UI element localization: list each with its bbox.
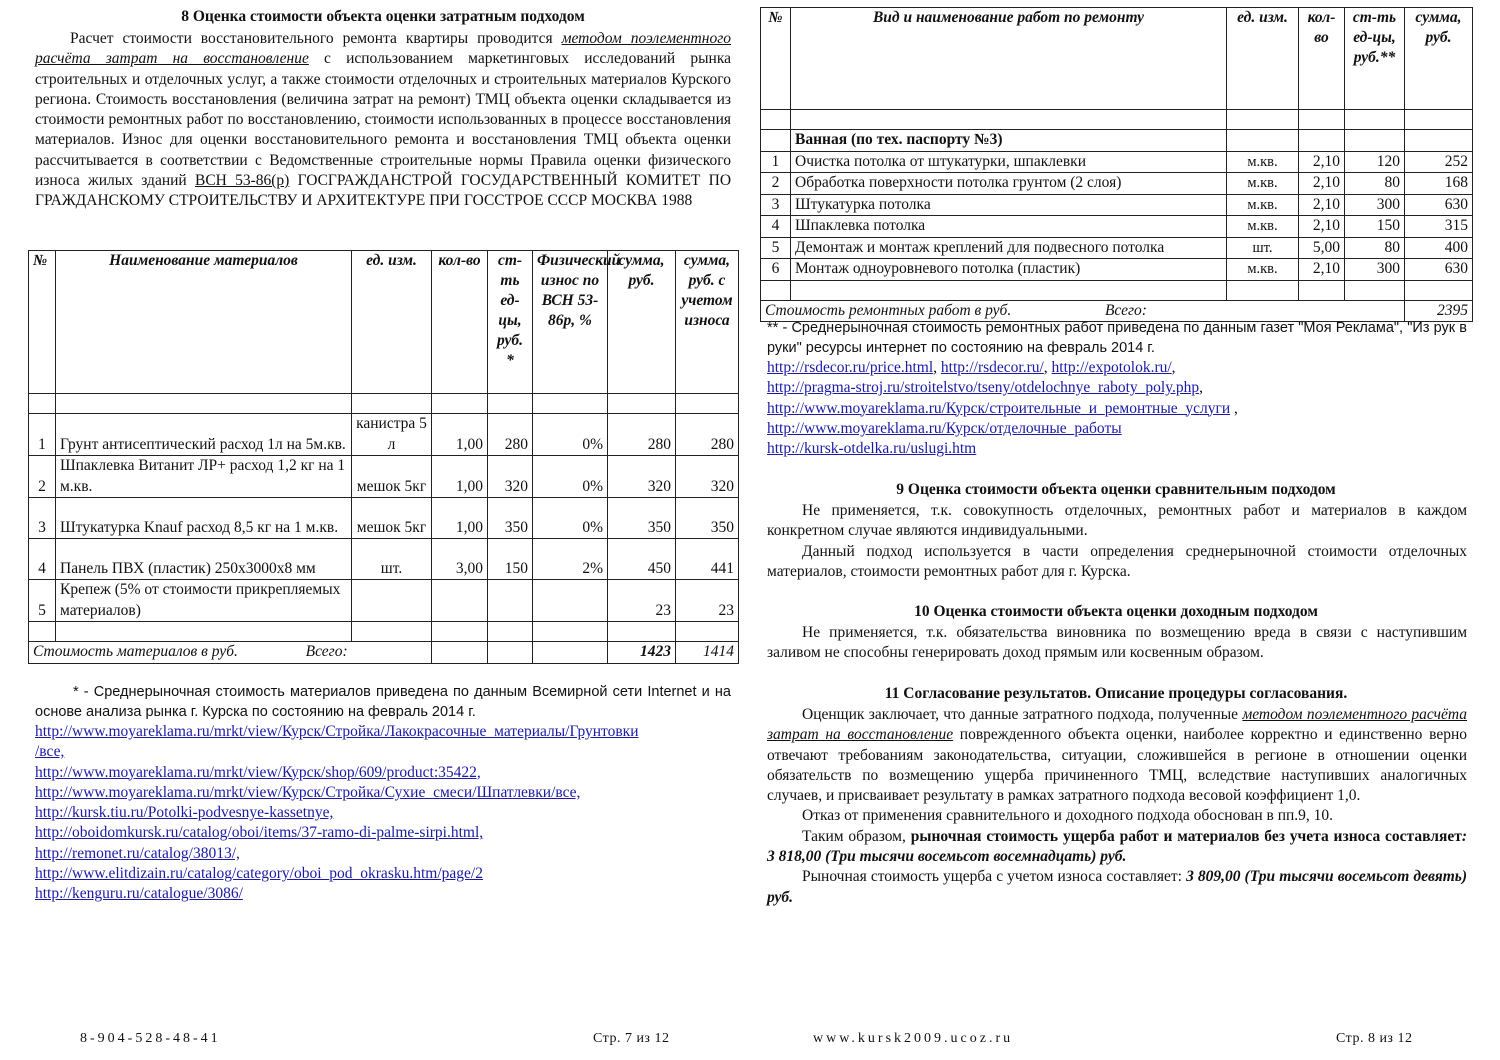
work-qty: 2,10: [1299, 151, 1345, 173]
material-sum-wear: 23: [676, 580, 739, 622]
section-11-heading: 11 Согласование результатов. Описание процедуры согласования.: [884, 685, 1348, 702]
table-row: [29, 539, 739, 580]
value-without-wear: : 3 818,00 (Три тысячи восемьсот восемнадцать) руб.: [767, 827, 1467, 866]
work-unit: м.кв.: [1227, 216, 1299, 238]
work-sum: 168: [1405, 173, 1473, 195]
table-total-row: [29, 642, 739, 664]
work-qty: 2,10: [1299, 216, 1345, 238]
row-number: 5: [761, 237, 791, 259]
work-qty: 2,10: [1299, 173, 1345, 195]
work-price: 80: [1345, 237, 1405, 259]
work-unit: м.кв.: [1227, 259, 1299, 281]
work-qty: 5,00: [1299, 237, 1345, 259]
material-sum: 320: [608, 456, 676, 498]
source-link[interactable]: http://www.moyareklama.ru/Курск/строительные_и_ремонтные_услуги: [767, 399, 1231, 417]
material-qty: 1,00: [432, 498, 488, 539]
materials-note: [35, 682, 731, 723]
col-header-wear: Физический износ по ВСН 53-86р, %: [533, 251, 608, 394]
source-link[interactable]: http://kenguru.ru/catalogue/3086/: [35, 885, 243, 903]
total-word: Всего:: [1104, 301, 1147, 319]
work-unit: м.кв.: [1227, 151, 1299, 173]
work-price: 300: [1345, 194, 1405, 216]
table-header-row: [29, 251, 739, 394]
vsn-reference: ВСН 53-86(р): [194, 172, 290, 190]
source-link[interactable]: http://remonet.ru/catalog/38013/,: [35, 844, 240, 862]
table-spacer-row: [29, 622, 739, 642]
work-unit: м.кв.: [1227, 173, 1299, 195]
material-sum-wear: 441: [676, 539, 739, 580]
material-sum-wear: 280: [676, 414, 739, 456]
section-9-heading: 9 Оценка стоимости объекта оценки сравнительным подходом: [896, 481, 1336, 498]
source-link[interactable]: http://www.moyareklama.ru/mrkt/view/Курск/shop/609/product:35422,: [35, 763, 481, 781]
method-phrase: методом поэлементного расчёта затрат на восстановление: [35, 30, 731, 68]
material-price: [488, 580, 533, 622]
section-label: Ванная (по тех. паспорту №3): [791, 130, 1227, 152]
section-11-conclusion: [767, 867, 1467, 908]
table-row: [761, 237, 1473, 259]
table-row: [29, 414, 739, 456]
left-page: [28, 0, 738, 1060]
col-header-n: №: [761, 8, 791, 110]
work-price: 150: [1345, 216, 1405, 238]
col-header-qty: кол-во: [432, 251, 488, 394]
material-price: 320: [488, 456, 533, 498]
work-price: 300: [1345, 259, 1405, 281]
material-price: 150: [488, 539, 533, 580]
material-unit: мешок 5кг: [352, 456, 432, 498]
material-wear: [533, 580, 608, 622]
col-header-n: №: [29, 251, 56, 394]
materials-links: [35, 722, 735, 905]
material-qty: 1,00: [432, 456, 488, 498]
source-link[interactable]: http://www.elitdizain.ru/catalog/category/oboi_pod_okrasku.htm/page/2: [35, 865, 483, 883]
work-name: Штукатурка потолка: [791, 194, 1227, 216]
col-header-sum: сумма, руб.: [608, 251, 676, 394]
work-sum: 630: [1405, 259, 1473, 281]
s11-p1-rest: поврежденного объекта оценки, наиболее корректно и единственно верно отвечают требованиям законодательства, ситуации, сложившейся в регионе в отношении оценки обязательств по возмещению ущерба причиненного ТМЦ, вследствие наступивших аналогичных случаев, и присваивает результату в рамках затратного подхода весовой коэффициент 1,0.: [767, 726, 1467, 805]
row-number: 3: [29, 498, 56, 539]
source-link[interactable]: http://kursk-otdelka.ru/uslugi.htm: [767, 440, 977, 458]
material-unit: шт.: [352, 539, 432, 580]
table-row: [761, 151, 1473, 173]
table-row: [29, 456, 739, 498]
row-number: 1: [761, 151, 791, 173]
note-text: * - Среднерыночная стоимость материалов приведена по данным Всемирной сети Internet и на основе анализа рынка г. Курска по состоянию на февраль 2014 г.: [35, 684, 731, 721]
work-price: 80: [1345, 173, 1405, 195]
col-header-unit: ед. изм.: [1227, 8, 1299, 110]
source-link[interactable]: http://kursk.tiu.ru/Potolki-podvesnye-kassetnye,: [35, 804, 334, 822]
material-sum: 280: [608, 414, 676, 456]
material-qty: [432, 580, 488, 622]
work-unit: шт.: [1227, 237, 1299, 259]
material-wear: 0%: [533, 498, 608, 539]
material-price: 280: [488, 414, 533, 456]
col-header-qty: кол-во: [1299, 8, 1345, 110]
material-sum: 450: [608, 539, 676, 580]
source-link[interactable]: /все,: [35, 743, 65, 761]
section-9-text: [767, 501, 1467, 582]
method-phrase: методом поэлементного расчёта затрат на восстановление: [767, 706, 1468, 744]
work-name: Шпаклевка потолка: [791, 216, 1227, 238]
section-8-heading: 8 Оценка стоимости объекта оценки затратным подходом: [181, 8, 585, 25]
source-link[interactable]: http://oboidomkursk.ru/catalog/oboi/items/37-ramo-di-palme-sirpi.html,: [35, 824, 484, 842]
table-header-row: [761, 8, 1473, 110]
total-label: Стоимость материалов в руб.: [33, 643, 238, 660]
material-name: Шпаклевка Витанит ЛР+ расход 1,2 кг на 1 м.кв.: [56, 456, 352, 498]
source-link[interactable]: http://rsdecor.ru/price.html: [767, 359, 934, 376]
work-price: 120: [1345, 151, 1405, 173]
value-with-wear: 3 809,00 (Три тысячи восемьсот девять) руб.: [767, 868, 1468, 906]
source-link[interactable]: http://www.moyareklama.ru/Курск/отделочные_работы: [767, 419, 1122, 437]
s11-p1-start: Оценщик заключает, что данные затратного подхода, полученные: [802, 706, 1239, 723]
work-sum: 630: [1405, 194, 1473, 216]
material-wear: 0%: [533, 414, 608, 456]
material-sum: 350: [608, 498, 676, 539]
works-links: http://rsdecor.ru/price.html, http://rsdecor.ru/, http://expotolok.ru/, http://pragma-stroj.ru/stroitelstvo/tseny/otdelochnye_raboty_poly.php, http://www.moyareklama.ru/Курск/строительные_и_ремонтные_услуги , http://www.moyareklama.ru/Курск/отделочные_работы http://kursk-otdelka.ru/uslugi.htm: [767, 359, 1238, 458]
material-qty: 3,00: [432, 539, 488, 580]
section-10-heading: 10 Оценка стоимости объекта оценки доходным подходом: [914, 603, 1318, 620]
s11-p3-bold: рыночная стоимость ущерба работ и материалов без учета износа составляет: [910, 827, 1462, 845]
col-header-price: ст-ть ед-цы, руб.**: [1345, 8, 1405, 110]
para1-end: ГОСГРАЖДАНСТРОЙ ГОСУДАРСТВЕННЫЙ КОМИТЕТ ПО ГРАЖДАНСКОМУ СТРОИТЕЛЬСТВУ И АРХИТЕКТУРЕ ПРИ ГОССТРОЕ СССР МОСКВА 1988: [35, 172, 732, 210]
row-number: 2: [761, 173, 791, 195]
table-spacer-row: [761, 110, 1473, 130]
work-name: Монтаж одноуровневого потолка (пластик): [791, 259, 1227, 281]
section-11-text: [767, 705, 1467, 908]
col-header-sum: сумма, руб.: [1405, 8, 1473, 110]
work-sum: 315: [1405, 216, 1473, 238]
material-wear: 0%: [533, 456, 608, 498]
work-unit: м.кв.: [1227, 194, 1299, 216]
materials-table: [28, 250, 739, 664]
source-link[interactable]: http://rsdecor.ru/: [940, 359, 1044, 376]
material-name: Панель ПВХ (пластик) 250х3000х8 мм: [56, 539, 352, 580]
s11-p4-start: Рыночная стоимость ущерба с учетом износа составляет:: [802, 868, 1182, 886]
material-unit: канистра 5 л: [352, 414, 432, 456]
source-link[interactable]: http://www.moyareklama.ru/mrkt/view/Курск/Стройка/Сухие_смеси/Шпатлевки/все,: [35, 783, 581, 801]
section-8-paragraph: [35, 29, 731, 212]
section-11-paragraph: Отказ от применения сравнительного и доходного подхода обоснован в пп.9, 10.: [802, 807, 1334, 825]
table-spacer-row: [29, 394, 739, 414]
row-number: 3: [761, 194, 791, 216]
table-spacer-row: [761, 280, 1473, 300]
row-number: 4: [29, 539, 56, 580]
col-header-sum-wear: сумма, руб. с учетом износа: [676, 251, 739, 394]
material-unit: мешок 5кг: [352, 498, 432, 539]
col-header-unit: ед. изм.: [352, 251, 432, 394]
material-name: Штукатурка Knauf расход 8,5 кг на 1 м.кв.: [56, 498, 352, 539]
para1-start: Расчет стоимости восстановительного ремонта квартиры проводится: [70, 30, 553, 47]
s11-p3-start: Таким образом,: [802, 827, 906, 845]
row-number: 6: [761, 259, 791, 281]
total-sum: 2395: [1405, 300, 1473, 322]
table-row: [29, 498, 739, 539]
section-9-paragraph: Не применяется, т.к. совокупность отделочных, ремонтных работ и материалов в каждом конкретном случае являются индивидуальными.: [767, 502, 1467, 540]
section-11-paragraph: [767, 705, 1467, 806]
work-qty: 2,10: [1299, 194, 1345, 216]
total-sum-wear: 1414: [676, 642, 739, 664]
footer-page-number: Стр. 7 из 12: [593, 1031, 670, 1046]
source-link[interactable]: http://expotolok.ru/: [1051, 359, 1172, 376]
source-link[interactable]: http://pragma-stroj.ru/stroitelstvo/tseny/otdelochnye_raboty_poly.php: [767, 379, 1200, 397]
row-number: 5: [29, 580, 56, 622]
col-header-work: Вид и наименование работ по ремонту: [791, 8, 1227, 110]
work-sum: 400: [1405, 237, 1473, 259]
row-number: 4: [761, 216, 791, 238]
works-note: ** - Среднерыночная стоимость ремонтных работ приведена по данным газет "Моя Реклама", "Из рук в руки" ресурсы интернет по состоянию на февраль 2014 г.: [767, 320, 1467, 357]
footer-page-number: Стр. 8 из 12: [1336, 1031, 1413, 1046]
footer-website: www.kursk2009.ucoz.ru: [813, 1031, 1014, 1046]
material-unit: [352, 580, 432, 622]
col-header-price: ст-ть ед-цы, руб. *: [488, 251, 533, 394]
material-qty: 1,00: [432, 414, 488, 456]
table-section-row: [761, 130, 1473, 152]
source-link[interactable]: http://www.moyareklama.ru/mrkt/view/Курск/Стройка/Лакокрасочные_материалы/Грунтовки: [35, 723, 639, 740]
material-name: Грунт антисептический расход 1л на 5м.кв.: [56, 414, 352, 456]
footer-phone: 8-904-528-48-41: [80, 1031, 221, 1046]
table-row: [761, 194, 1473, 216]
work-qty: 2,10: [1299, 259, 1345, 281]
material-price: 350: [488, 498, 533, 539]
section-9-paragraph: Данный подход используется в части определения среднерыночной стоимости отделочных материалов, стоимости ремонтных работ для г. Курска.: [767, 542, 1467, 580]
material-sum: 23: [608, 580, 676, 622]
work-sum: 252: [1405, 151, 1473, 173]
section-11-conclusion: [767, 827, 1467, 868]
work-name: Очистка потолка от штукатурки, шпаклевки: [791, 151, 1227, 173]
para1-rest: с использованием маркетинговых исследований рынка строительных и отделочных услуг, а также стоимости отделочных и строительных материалов Курского региона. Стоимость восстановления (величина затрат на ремонт) ТМЦ объекта оценки складывается из стоимости ремонтных работ по восстановлению, стоимости использованных в процессе восстановления материалов. Износ для оценки восстановительного ремонта и восстановления ТМЦ объекта оценки рассчитывается в соответствии с Ведомственные строительные нормы Правила оценки физического износа жилых зданий: [35, 50, 731, 190]
right-page: [760, 0, 1472, 1060]
section-10-paragraph: Не применяется, т.к. обязательства виновника по возмещению вреда в связи с наступившим заливом не способны генерировать доход прямым или косвенным образом.: [767, 624, 1467, 662]
table-row: [761, 173, 1473, 195]
row-number: 1: [29, 414, 56, 456]
total-sum: 1423: [608, 642, 676, 664]
row-number: 2: [29, 456, 56, 498]
table-row: [761, 259, 1473, 281]
total-word: Всего:: [305, 643, 348, 660]
col-header-name: Наименование материалов: [56, 251, 352, 394]
works-table: [760, 7, 1473, 322]
table-row: [761, 216, 1473, 238]
material-sum-wear: 320: [676, 456, 739, 498]
section-10-text: [767, 623, 1467, 664]
work-name: Демонтаж и монтаж креплений для подвесного потолка: [791, 237, 1227, 259]
table-row: [29, 580, 739, 622]
work-name: Обработка поверхности потолка грунтом (2 слоя): [791, 173, 1227, 195]
material-sum-wear: 350: [676, 498, 739, 539]
total-label: Стоимость ремонтных работ в руб.: [765, 301, 1012, 319]
material-name: Крепеж (5% от стоимости прикрепляемых материалов): [56, 580, 352, 622]
material-wear: 2%: [533, 539, 608, 580]
